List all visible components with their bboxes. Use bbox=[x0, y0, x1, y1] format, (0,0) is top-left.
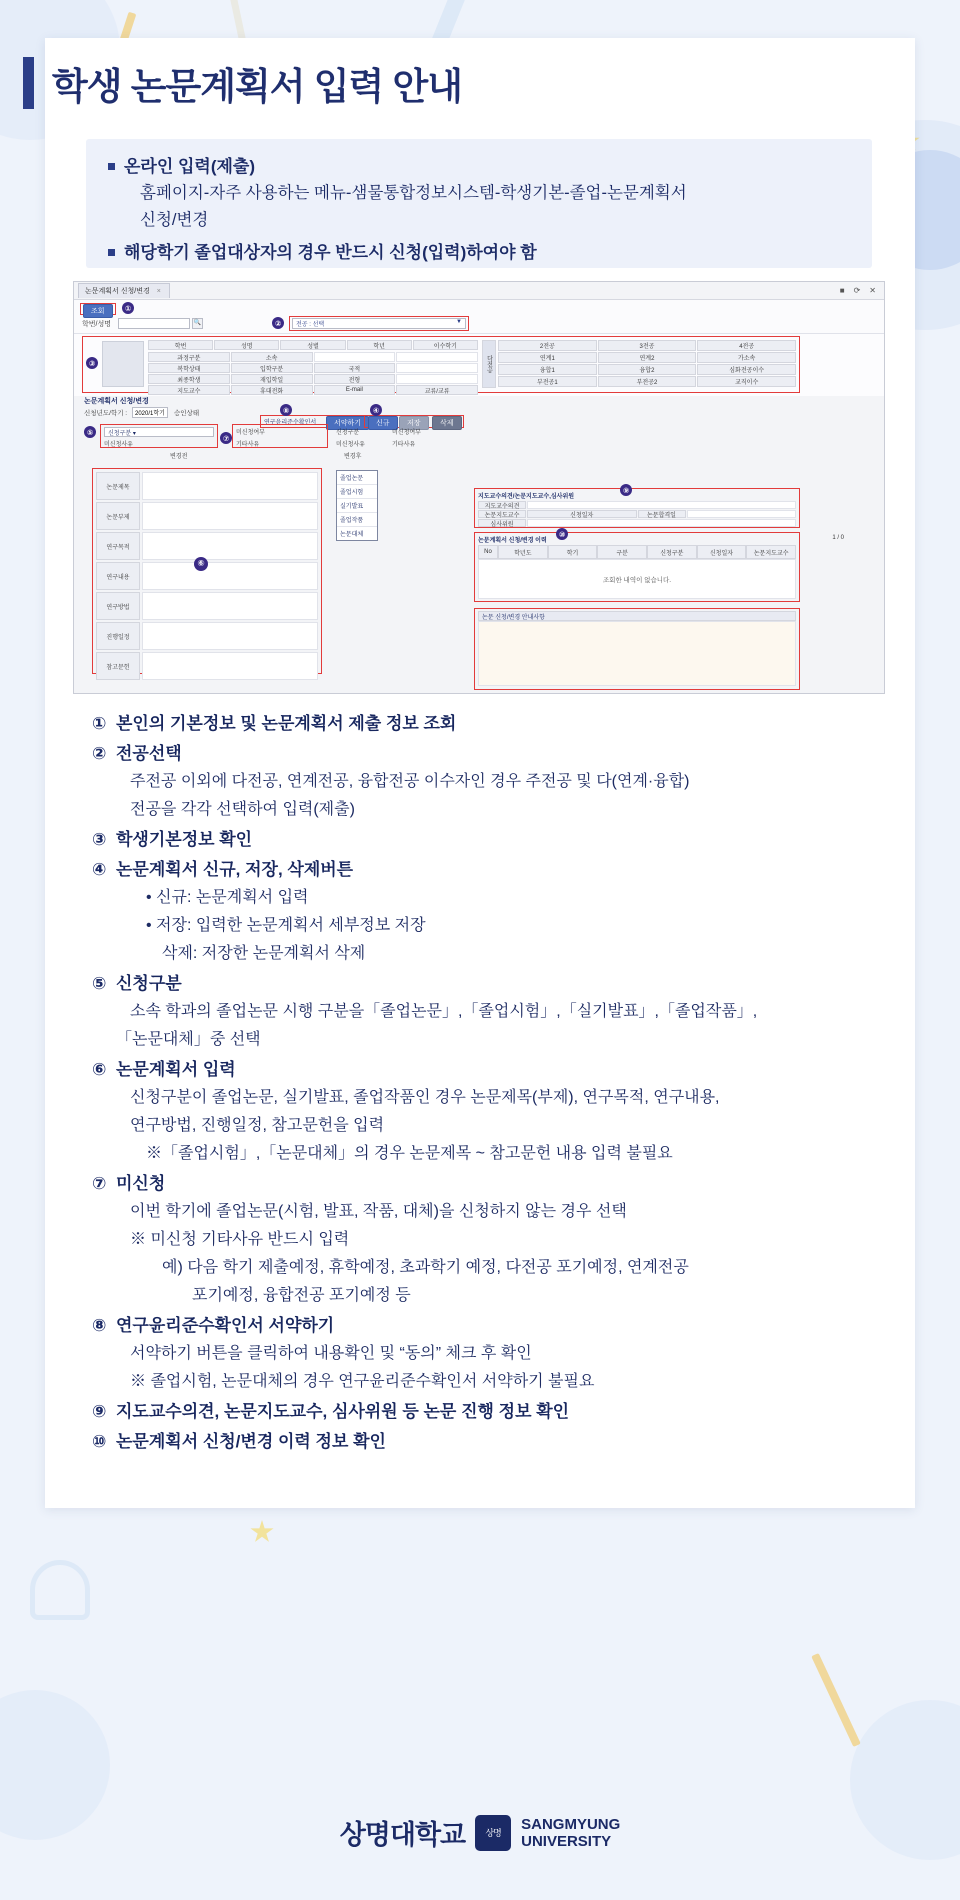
note-number: ⑧ bbox=[92, 1316, 107, 1336]
label-cell: 소속 bbox=[231, 352, 313, 362]
student-detail-grid bbox=[148, 352, 478, 395]
intro-sub-0-0: 홈페이지-자주 사용하는 메뉴-샘물통합정보시스템-학생기본-졸업-논문계획서 bbox=[140, 184, 687, 202]
note-number: ④ bbox=[92, 860, 107, 880]
window-controls[interactable] bbox=[840, 286, 884, 295]
refresh-icon[interactable]: ⟳ bbox=[853, 286, 861, 295]
label-cell: 부전공1 bbox=[498, 376, 597, 387]
form-label: 연구방법 bbox=[96, 592, 140, 620]
note-number: ⑩ bbox=[92, 1432, 107, 1452]
note-line: 포기예정, 융합전공 포기예정 등 bbox=[192, 1287, 411, 1304]
footer-logo bbox=[0, 1813, 960, 1852]
note-8 bbox=[92, 1312, 882, 1396]
intro-head-0: 온라인 입력(제출) bbox=[124, 157, 255, 176]
note-line: 삭제: 저장한 논문계획서 삭제 bbox=[162, 945, 366, 962]
square-bullet-icon bbox=[108, 163, 115, 170]
page-title: 학생 논문계획서 입력 안내 bbox=[52, 66, 463, 107]
column-header: 논문지도교수 bbox=[746, 545, 796, 559]
note-line: 신청구분이 졸업논문, 실기발표, 졸업작품인 경우 논문제목(부제), 연구목적, 연구내용, bbox=[130, 1089, 720, 1106]
note-line: 주전공 이외에 다전공, 연계전공, 융합전공 이수자인 경우 주전공 및 다(연계·융합) bbox=[130, 773, 690, 790]
form-input[interactable] bbox=[142, 532, 318, 560]
value-cell bbox=[396, 374, 478, 384]
callout-7: ⑦ bbox=[220, 432, 232, 444]
note-6 bbox=[92, 1056, 882, 1168]
search-button[interactable]: 조회 bbox=[83, 304, 113, 318]
title-accent-bar bbox=[23, 57, 34, 109]
note-line: 이번 학기에 졸업논문(시험, 발표, 작품, 대체)을 신청하지 않는 경우 선택 bbox=[130, 1203, 627, 1220]
after-change-label: 변경후 bbox=[344, 454, 362, 460]
etc-reason-label2: 기타사유 bbox=[392, 442, 416, 448]
chevron-down-icon[interactable]: ▼ bbox=[456, 319, 462, 325]
major-select[interactable] bbox=[292, 318, 466, 329]
callout-10: ⑩ bbox=[556, 528, 568, 540]
value-cell bbox=[396, 352, 478, 362]
new-button[interactable]: 신규 bbox=[368, 416, 398, 430]
student-top-labels bbox=[148, 340, 478, 350]
intro-head-1: 해당학기 졸업대상자의 경우 반드시 신청(입력)하여야 함 bbox=[124, 243, 537, 262]
non-apply-label: 미신청여부 bbox=[236, 430, 265, 436]
plan-section-head bbox=[74, 405, 884, 460]
form-input[interactable] bbox=[142, 502, 318, 530]
dropdown-option[interactable]: 졸업시험 bbox=[337, 485, 377, 499]
intro-sub-0-1: 신청/변경 bbox=[140, 211, 209, 229]
label-cell: 융합2 bbox=[598, 364, 697, 375]
note-number: ② bbox=[92, 744, 107, 764]
label-cell: 가소속 bbox=[697, 352, 796, 363]
label-cell: 4전공 bbox=[697, 340, 796, 351]
form-label: 연구내용 bbox=[96, 562, 140, 590]
note-line: 소속 학과의 졸업논문 시행 구분을「졸업논문」,「졸업시험」,「실기발표」,「졸업작품」, bbox=[130, 1003, 758, 1020]
ethics-label: 연구윤리준수확인서 bbox=[264, 420, 317, 426]
label-cell: 휴대전화 bbox=[231, 385, 313, 395]
semester-value[interactable] bbox=[132, 407, 168, 418]
semester-text: 2020/1학기 bbox=[135, 411, 165, 417]
callout-1: ① bbox=[122, 302, 134, 314]
column-header: 신청일자 bbox=[697, 545, 747, 559]
tab-label: 논문계획서 신청/변경 bbox=[85, 288, 150, 295]
multi-major-side-label: 다전공 bbox=[482, 340, 496, 388]
label-cell: 신청일자 bbox=[527, 510, 637, 518]
non-apply-reason-label2: 미신청사유 bbox=[336, 442, 365, 448]
plan-form-grid bbox=[96, 472, 318, 680]
stop-icon[interactable]: ■ bbox=[839, 286, 845, 295]
tab-thesis-plan[interactable] bbox=[78, 283, 170, 298]
screenshot-tabbar bbox=[74, 282, 884, 300]
note-title: 논문계획서 입력 bbox=[116, 1060, 236, 1079]
note-1 bbox=[92, 710, 882, 738]
column-header: 신청구분 bbox=[647, 545, 697, 559]
note-line: • 저장: 입력한 논문계획서 세부정보 저장 bbox=[146, 917, 426, 934]
advisor-grid bbox=[478, 501, 796, 527]
note-7 bbox=[92, 1170, 882, 1310]
form-input[interactable] bbox=[142, 652, 318, 680]
value-cell bbox=[527, 519, 796, 527]
value-cell bbox=[396, 363, 478, 373]
label-cell: 이수학기 bbox=[413, 340, 478, 350]
label-cell: 재입학일 bbox=[231, 374, 313, 384]
ethics-sign-button[interactable]: 서약하기 bbox=[326, 416, 369, 430]
plan-section-title-row bbox=[74, 396, 884, 408]
intro-box bbox=[86, 139, 872, 268]
note-title: 전공선택 bbox=[116, 744, 182, 763]
form-input[interactable] bbox=[142, 472, 318, 500]
label-cell: 심사위원 bbox=[478, 519, 526, 527]
note-9 bbox=[92, 1398, 882, 1426]
callout-3: ③ bbox=[86, 357, 98, 369]
non-apply-reason-label: 미신청사유 bbox=[104, 442, 133, 448]
form-label: 연구목적 bbox=[96, 532, 140, 560]
label-cell: 복학상태 bbox=[148, 363, 230, 373]
intro-item-0 bbox=[108, 154, 852, 234]
form-label: 논문제목 bbox=[96, 472, 140, 500]
callout-9: ⑨ bbox=[620, 484, 632, 496]
note-4 bbox=[92, 856, 882, 968]
avatar bbox=[102, 341, 144, 387]
note-3 bbox=[92, 826, 882, 854]
note-title: 논문계획서 신규, 저장, 삭제버튼 bbox=[116, 860, 354, 879]
form-label: 진행일정 bbox=[96, 622, 140, 650]
column-header: 학년도 bbox=[498, 545, 548, 559]
dropdown-option[interactable]: 실기발표 bbox=[337, 499, 377, 513]
square-bullet-icon bbox=[108, 249, 115, 256]
content-page bbox=[45, 38, 915, 1508]
deco-clip bbox=[30, 1560, 90, 1620]
note-line: ※ 졸업시험, 논문대체의 경우 연구윤리준수확인서 서약하기 불필요 bbox=[130, 1373, 595, 1390]
note-line: ※ 미신청 기타사유 반드시 입력 bbox=[130, 1231, 350, 1248]
note-title: 학생기본정보 확인 bbox=[116, 830, 253, 849]
note-title: 연구윤리준수확인서 서약하기 bbox=[116, 1316, 335, 1335]
callout-2: ② bbox=[272, 317, 284, 329]
label-cell: 논문합격일 bbox=[638, 510, 686, 518]
callout-6: ⑥ bbox=[194, 557, 208, 571]
label-cell: 최종학생 bbox=[148, 374, 230, 384]
note-number: ⑨ bbox=[92, 1402, 107, 1422]
search-icon[interactable]: 🔍 bbox=[192, 318, 203, 329]
note-title: 지도교수의견, 논문지도교수, 심사위원 등 논문 진행 정보 확인 bbox=[116, 1402, 570, 1421]
major-select-value: 전공 : 선택 bbox=[296, 322, 325, 328]
note-number: ⑦ bbox=[92, 1174, 107, 1194]
dropdown-option[interactable]: 논문대체 bbox=[340, 532, 364, 538]
history-empty-message: 조회한 내역이 없습니다. bbox=[478, 559, 796, 599]
history-panel-title: 논문계획서 신청/변경 이력 bbox=[478, 538, 547, 544]
form-input[interactable] bbox=[142, 592, 318, 620]
non-apply-label2: 미신청여부 bbox=[392, 430, 421, 436]
multi-major-grid bbox=[498, 340, 796, 387]
note-line: ※「졸업시험」,「논문대체」의 경우 논문제목 ~ 참고문헌 내용 입력 불필요 bbox=[146, 1145, 673, 1162]
note-line: 연구방법, 진행일정, 참고문헌을 입력 bbox=[130, 1117, 385, 1134]
label-cell: 입학구분 bbox=[231, 363, 313, 373]
page-title-row bbox=[23, 56, 462, 110]
instructions-list bbox=[92, 710, 882, 1458]
label-cell: 연계1 bbox=[498, 352, 597, 363]
note-line: 전공을 각각 선택하여 입력(제출) bbox=[130, 801, 355, 818]
label-cell: 2전공 bbox=[498, 340, 597, 351]
deco-star-3 bbox=[250, 1520, 274, 1544]
request-type-dropdown[interactable] bbox=[336, 470, 378, 541]
student-id-input[interactable] bbox=[118, 318, 190, 329]
university-name-en-line2: UNIVERSITY bbox=[521, 1832, 612, 1850]
student-id-label: 학번/성명 bbox=[82, 321, 111, 328]
label-cell: 교류/교류 bbox=[396, 385, 478, 395]
note-title: 미신청 bbox=[116, 1174, 166, 1193]
advisor-panel-title: 지도교수의견/논문지도교수,심사위원 bbox=[478, 494, 575, 500]
label-cell: 성명 bbox=[214, 340, 279, 350]
university-logo-mark: 상명 bbox=[475, 1815, 511, 1851]
label-cell: 융합1 bbox=[498, 364, 597, 375]
history-table-header bbox=[478, 545, 796, 559]
note-number: ⑤ bbox=[92, 974, 107, 994]
delete-button[interactable]: 삭제 bbox=[432, 416, 462, 430]
note-number: ⑥ bbox=[92, 1060, 107, 1080]
value-cell bbox=[314, 352, 396, 362]
note-number: ① bbox=[92, 714, 107, 734]
form-input[interactable] bbox=[142, 562, 318, 590]
label-cell: 연계2 bbox=[598, 352, 697, 363]
before-change-label: 변경전 bbox=[170, 454, 188, 460]
note-10 bbox=[92, 1428, 882, 1456]
university-name-en-line1: SANGMYUNG bbox=[521, 1815, 621, 1833]
request-type-value: 신청구분 ▾ bbox=[108, 431, 136, 437]
value-cell bbox=[527, 501, 796, 509]
note-title: 논문계획서 신청/변경 이력 정보 확인 bbox=[116, 1432, 386, 1451]
label-cell: 교직이수 bbox=[697, 376, 796, 387]
note-line: 「논문대체」중 선택 bbox=[116, 1031, 261, 1048]
callout-8: ⑧ bbox=[280, 404, 292, 416]
label-cell: 논문지도교수 bbox=[478, 510, 526, 518]
label-cell: 3전공 bbox=[598, 340, 697, 351]
label-cell: 지도교수의견 bbox=[478, 501, 526, 509]
note-line: • 신규: 논문계획서 입력 bbox=[146, 889, 309, 906]
form-label: 논문부제 bbox=[96, 502, 140, 530]
label-cell: 학번 bbox=[148, 340, 213, 350]
callout-5: ⑤ bbox=[84, 426, 96, 438]
label-cell: E-mail bbox=[314, 385, 396, 395]
guide-panel-body bbox=[478, 621, 796, 686]
close-icon[interactable]: × bbox=[156, 288, 161, 295]
student-info-block bbox=[74, 334, 884, 396]
note-2 bbox=[92, 740, 882, 824]
form-label: 참고문헌 bbox=[96, 652, 140, 680]
save-button[interactable]: 저장 bbox=[399, 416, 429, 430]
intro-item-1 bbox=[108, 240, 852, 266]
form-input[interactable] bbox=[142, 622, 318, 650]
label-cell: 심화전공이수 bbox=[697, 364, 796, 375]
close-window-icon[interactable]: ✕ bbox=[869, 286, 876, 295]
column-header: No bbox=[478, 545, 498, 559]
label-cell: 학년 bbox=[347, 340, 412, 350]
note-number: ③ bbox=[92, 830, 107, 850]
label-cell: 부전공2 bbox=[598, 376, 697, 387]
note-line: 예) 다음 학기 제출예정, 휴학예정, 초과학기 예정, 다전공 포기예정, 연계전공 bbox=[162, 1259, 689, 1276]
search-toolbar bbox=[74, 300, 884, 334]
plan-section-title: 논문계획서 신청/변경 bbox=[84, 398, 149, 405]
request-type-label2: 신청구분 bbox=[336, 430, 360, 436]
dropdown-option[interactable]: 졸업작품 bbox=[337, 513, 377, 527]
label-cell: 전형 bbox=[314, 374, 396, 384]
label-cell: 과정구분 bbox=[148, 352, 230, 362]
note-5 bbox=[92, 970, 882, 1054]
note-line: 서약하기 버튼을 클릭하여 내용확인 및 “동의” 체크 후 확인 bbox=[130, 1345, 532, 1362]
guide-panel-title: 논문 신청/변경 안내사항 bbox=[478, 611, 796, 621]
label-cell: 국적 bbox=[314, 363, 396, 373]
approval-status-label: 승인상태 bbox=[174, 410, 200, 417]
note-title: 본인의 기본정보 및 논문계획서 제출 정보 조회 bbox=[116, 714, 457, 733]
etc-reason-label: 기타사유 bbox=[236, 442, 260, 448]
request-type-select[interactable] bbox=[104, 427, 214, 437]
deco-pencil-3 bbox=[811, 1653, 861, 1747]
label-cell: 지도교수 bbox=[148, 385, 230, 395]
system-screenshot bbox=[73, 281, 885, 694]
label-cell: 성별 bbox=[280, 340, 345, 350]
column-header: 구분 bbox=[597, 545, 647, 559]
value-cell bbox=[687, 510, 797, 518]
history-page-label[interactable]: 1 / 0 bbox=[832, 535, 844, 541]
column-header: 학기 bbox=[548, 545, 598, 559]
university-name-ko: 상명대학교 bbox=[339, 1820, 466, 1850]
callout-4: ④ bbox=[370, 404, 382, 416]
semester-label: 신청년도/학기 : bbox=[84, 410, 128, 417]
dropdown-option[interactable]: 졸업논문 bbox=[337, 471, 377, 485]
note-title: 신청구분 bbox=[116, 974, 182, 993]
